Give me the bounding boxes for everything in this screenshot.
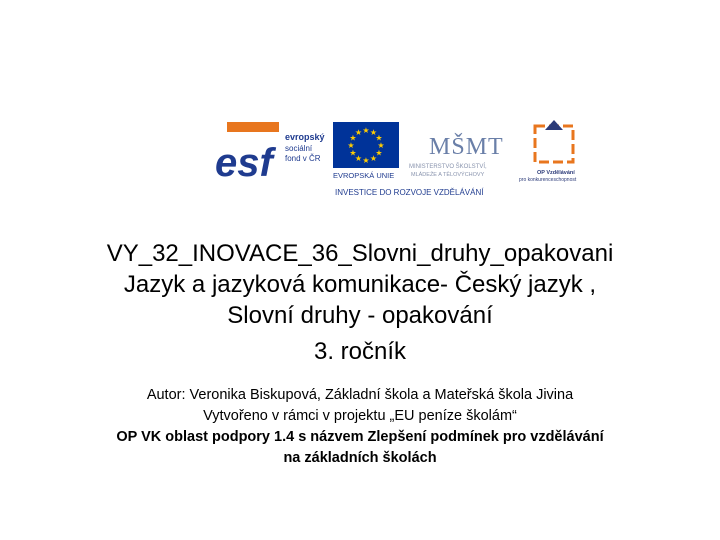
opvk-line-2: pro konkurenceschopnost (519, 177, 577, 183)
msmt-line-2: MLÁDEŽE A TĚLOVÝCHOVY (411, 172, 485, 178)
lesson-code: VY_32_INOVACE_36_Slovni_druhy_opakovani (106, 240, 614, 267)
credits-block (0, 385, 720, 469)
eu-star-icon: ★ (354, 154, 363, 163)
eu-star-icon: ★ (375, 133, 383, 143)
opvk-line-1: OP Vzdělávání (537, 170, 575, 176)
esf-line-1: evropský (285, 132, 325, 142)
msmt-letters: MŠMT (429, 134, 504, 160)
msmt-line-1: MINISTERSTVO ŠKOLSTVÍ, (409, 164, 487, 170)
esf-logo-text: esf (215, 141, 273, 185)
esf-line-3: fond v ČR (285, 154, 321, 163)
lesson-topic: Slovní druhy - opakování (227, 302, 493, 329)
project-line: Vytvořeno v rámci v projektu „EU peníze školám“ (203, 408, 517, 424)
banner-tagline: INVESTICE DO ROZVOJE VZDĚLÁVÁNÍ (335, 188, 484, 197)
opvk-logo (519, 120, 577, 183)
eu-star-icon: ★ (347, 141, 355, 150)
program-line-1: OP VK oblast podpory 1.4 s názvem Zlepšení podmínek pro vzdělávání (116, 429, 604, 445)
msmt-logo (409, 133, 504, 178)
logo-banner (215, 116, 595, 198)
author-line: Autor: Veronika Biskupová, Základní škola a Mateřská škola Jivina (146, 387, 574, 403)
eu-caption: EVROPSKÁ UNIE (333, 171, 395, 180)
eu-star-icon: ★ (354, 128, 363, 137)
eu-star-icon: ★ (369, 128, 378, 137)
eu-star-icon: ★ (377, 141, 385, 150)
eu-flag-logo (333, 122, 399, 180)
eu-star-icon: ★ (369, 154, 378, 163)
eu-star-icon: ★ (362, 126, 370, 135)
eu-star-icon: ★ (349, 133, 357, 143)
esf-logo (215, 122, 325, 185)
eu-star-icon: ★ (349, 148, 357, 158)
esf-line-2: sociální (285, 144, 313, 153)
eu-star-icon: ★ (362, 156, 370, 165)
title-block (0, 238, 720, 367)
lesson-subject: Jazyk a jazyková komunikace- Český jazyk , (123, 271, 597, 298)
eu-star-icon: ★ (375, 148, 383, 158)
lesson-grade: 3. ročník (313, 338, 407, 365)
program-line-2: na základních školách (283, 450, 437, 466)
